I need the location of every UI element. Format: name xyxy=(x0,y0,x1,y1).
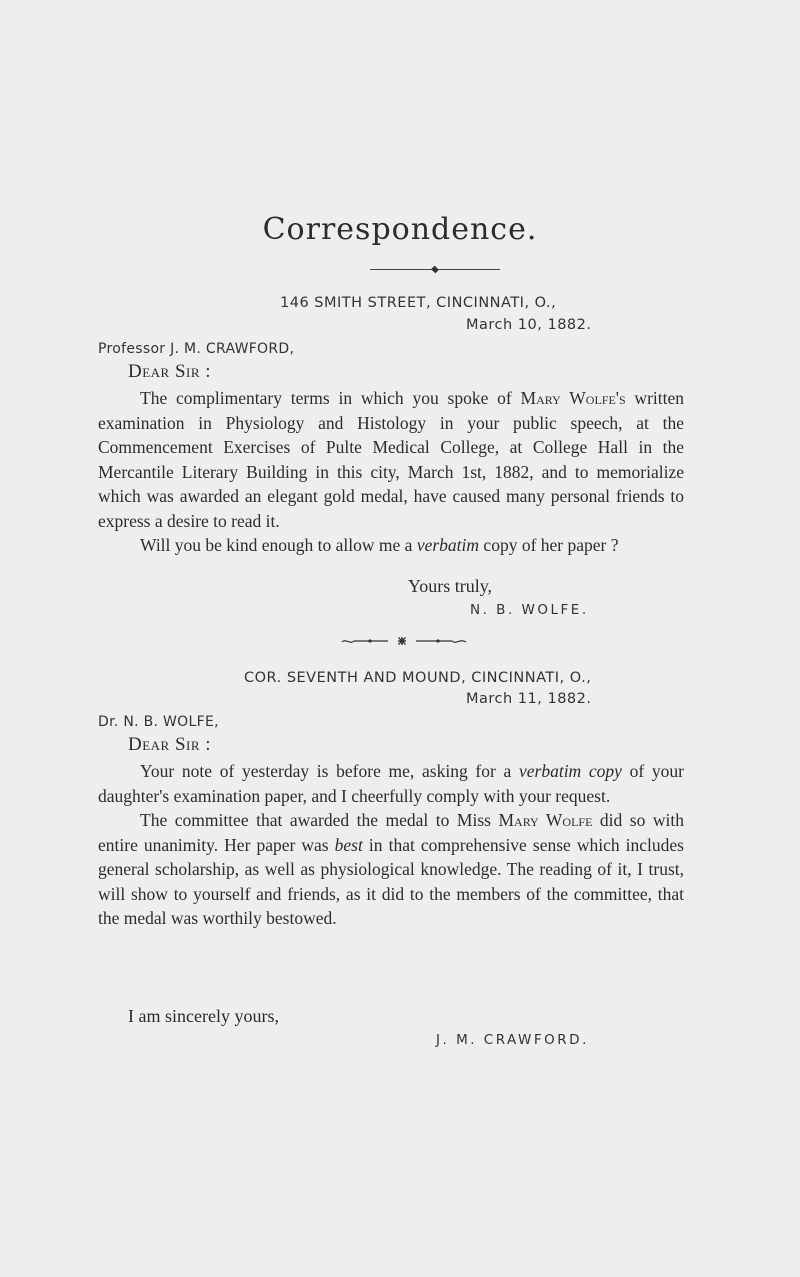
ornament-divider-icon xyxy=(340,632,470,650)
letter1-salutation: Dear Sir : xyxy=(128,361,212,382)
letter1-signature: N. B. WOLFE. xyxy=(470,602,589,618)
letter1-paragraph-2: Will you be kind enough to allow me a verbatim copy of her paper ? xyxy=(140,535,619,555)
letter2-body xyxy=(98,759,684,931)
letter2-salutation: Dear Sir : xyxy=(128,734,212,755)
letter2-signature: J. M. CRAWFORD. xyxy=(436,1032,589,1048)
letter1-address: 146 SMITH STREET, CINCINNATI, O., xyxy=(280,295,557,311)
rule-diamond-icon xyxy=(431,266,439,274)
page-title: Correspondence. xyxy=(262,212,538,247)
letter2-address: COR. SEVENTH AND MOUND, CINCINNATI, O., xyxy=(244,670,592,686)
title-rule xyxy=(370,269,500,270)
letter1-closing: Yours truly, xyxy=(408,576,493,596)
letter1-paragraph-1: The complimentary terms in which you spoke of Mary Wolfe's written examination in Physiology and Histology in your public speech, at the Commencement Exercises of Pulte Medical College, at College Hall in the Mercantile Literary Building in this city, March 1st, 1882, and to memorialize which was awarded an elegant gold medal, have caused many personal friends to express a desire to read it. xyxy=(98,388,685,531)
letter2-paragraph-1: Your note of yesterday is before me, asking for a verbatim copy of your daughter's examination paper, and I cheerfully comply with your request. xyxy=(98,761,684,806)
letter1-date: March 10, 1882. xyxy=(466,317,592,333)
letter2-date: March 11, 1882. xyxy=(466,691,592,707)
letter2-recipient: Dr. N. B. WOLFE, xyxy=(98,714,219,730)
letter2-closing: I am sincerely yours, xyxy=(128,1006,279,1026)
letter1-body xyxy=(98,386,684,558)
letter1-recipient: Professor J. M. CRAWFORD, xyxy=(98,341,295,357)
letter2-paragraph-2: The committee that awarded the medal to Miss Mary Wolfe did so with entire unanimity. Her paper was best in that comprehensive sense which includes general scholarship, as well as physiological knowledge. The reading of it, I trust, will show to yourself and friends, as it did to the members of the committee, that the medal was worthily bestowed. xyxy=(98,810,684,928)
